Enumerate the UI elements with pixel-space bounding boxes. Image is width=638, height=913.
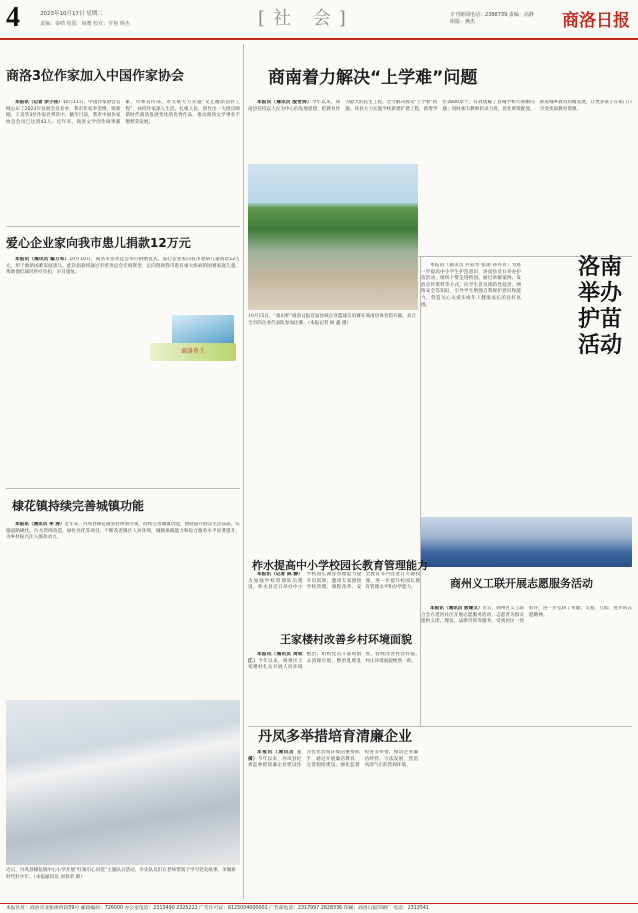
article-town-body: 本报讯（通讯员 李 涛）近年来，丹凤县棣花镇坚持规划引领，持续完善城镇功能，围绕提升群众生活品质，实施道路硬化、污水管网改造、绿化亮化等项目，不断改善镇区人居环境，城镇承载能力和综合服务水平显著提升，为乡村振兴注入强劲动力。	[6, 522, 240, 541]
article-principals-body: 本报讯（记者 陈 静）为加强学校管理队伍建设，柞水县近日举办中小学校园长教育管理能力提升培训班，邀请专家围绕学校管理、课程改革、安全教育等内容进行专题授课，进一步提升校园长教育管理水平和办学能力。	[248, 572, 420, 591]
headline-writers: 商洛3位作家加入中国作家协会	[6, 69, 185, 84]
team-photo	[421, 517, 632, 567]
section-title: [社 会]	[258, 8, 354, 29]
headline-principals: 柞水提高中小学校园长教育管理能力	[252, 559, 428, 572]
article-guard-body: 本报讯（通讯员 乔彩琴 张翊 孙丹青）为进一步提高中小学生护苗意识，洛南县近日举办护苗活动，组织干警走进校园，通过讲解案例、发放宣传资料等方式，向学生普及预防性侵害、网络安全等知识，引导学生增强自我保护意识和能力，营造关心关爱未成年人健康成长的良好氛围。	[421, 263, 521, 308]
basketball-photo	[248, 164, 418, 310]
headline-village: 王家楼村改善乡村环境面貌	[280, 633, 412, 646]
photo-credit: （本报通讯员 刘春荣 摄）	[33, 874, 85, 880]
footer: 本报社址：商洛市北新街西段59号 邮政编码：726000 办公室电话：2313490 2325222 广告许可证：6125004000002 广告部电话：2317997 2828336 印刷：商洛日报印刷厂 电话：2312541	[0, 903, 638, 913]
class-photo-caption: 近日，丹凤县棣花镇中心小学开展“红领巾心向党”主题队日活动，少先队员们在老师带领下学习党史故事，争做新时代好少年。（本报通讯员 刘春荣 摄）	[6, 868, 236, 880]
headline-clean-enterprise: 丹凤多举措培育清廉企业	[258, 729, 412, 745]
date-line: 2023年10月17日 星期二	[40, 11, 103, 17]
masthead	[0, 0, 638, 40]
section-divider	[248, 726, 632, 727]
article-byline: 本报讯（通讯员 王 倩）	[248, 750, 302, 762]
article-volunteer-body: 本报讯（通讯员 彭建文）近日，商州区义工联合会在延河社区开展志愿服务活动，志愿者为群众提供义诊、理发、法律咨询等服务，受到居民一致好评，进一步弘扬了奉献、友爱、互助、进步的志愿精神。	[421, 606, 632, 625]
vertical-headline: 洛南举办护苗活动	[577, 255, 622, 358]
article-byline: 本报讯（通讯员 周钦江）	[248, 652, 303, 664]
article-donation-body: 本报讯（通讯员 鄢万军）10月10日，商洛市慈善总会举行捐赠仪式，爱心企业家向我市患病儿童捐款12万元，用于救助困难家庭患儿。此次捐款将通过市慈善总会专项资金，定向资助我市患有重大疾病的困难家庭儿童，帮助他们减轻医疗负担，早日康复。	[6, 257, 240, 276]
main-photo-caption: 10月15日，“桑田杯”商洛日报首届县域企业篮球友谊赛在商南县体育馆开幕，来自全市的企业代表队参加比赛。（本报记者 杨 鑫 摄）	[248, 314, 416, 326]
newspaper-logo: 商洛日报	[562, 11, 630, 31]
headline-donation: 爱心企业家向我市患儿捐款12万元	[6, 236, 191, 250]
classroom-photo	[6, 700, 240, 865]
article-byline: 本报讯（通讯员 李 涛）	[15, 522, 65, 527]
article-byline: 本报讯（通讯员 鄢万军）	[15, 257, 70, 262]
article-writers-body: 本报讯（记者 余子扬）10月11日，中国作家协会官网公布了2023年发展会员名单，我市作家李金博、梁新刚、王昊华3位作家名列其中。截至目前，我市中国作家协会会员已达到42人。近年来，商洛文学创作硕果累累，市委宣传部、市文联大力实施“文艺精品创作工程”，扶持作家深入生活、扎根人民，创作出一大批反映新时代商洛发展变化的优秀作品，推动商洛文学事业不断繁荣发展。	[6, 100, 240, 125]
headline-shangnan: 商南着力解决“上学难”问题	[268, 68, 478, 88]
editors-line: 责编：秦晴 组版：杨鹰 校对：罗艳 颜杰	[40, 21, 130, 27]
photo-credit: （本报记者 杨 鑫 摄）	[307, 320, 352, 326]
article-byline: 本报讯（记者 余子扬）	[15, 100, 63, 105]
hotline: 专刊新闻电话：2388739 责编：高静 组版：燕杰	[450, 12, 534, 25]
article-clean-body: 本报讯（通讯员 王 倩）今年以来，丹凤县纪委监委把清廉企业建设作为优化营商环境的重要抓手，通过开展廉洁教育、完善制度建设、强化监督检查等举措，推动企业廉洁经营、守法发展，营造风清气正的营商环境。	[248, 750, 418, 769]
section-divider	[6, 226, 240, 227]
article-byline: 本报讯（通讯员 殷世剑）	[257, 100, 312, 105]
headline-volunteer: 商州义工联开展志愿服务活动	[450, 577, 593, 590]
article-village-body: 本报讯（通讯员 周钦江）今年以来，商州区王家楼村扎实开展人居环境整治，组织党员干部和群众清理垃圾、整治乱堆乱放，持续改善村容村貌，村庄环境面貌焕然一新。	[248, 652, 420, 671]
article-byline: 本报讯（通讯员 彭建文）	[430, 606, 483, 611]
article-shangnan-body: 本报讯（通讯员 殷世剑）今年以来，商南县坚持以人民为中心的发展思想，把教育作为最大的民生工程，全力解决群众“上学难”问题。该县大力实施学校新建扩建工程，新增学位2600余个，有效缓解了县城学校大班额问题；同时加大教师招录力度，优化师资配置，推进城乡教育均衡发展，让更多孩子在家门口享受优质教育资源。	[248, 100, 632, 112]
article-byline: 本报讯（记者 陈 静）	[257, 572, 303, 577]
deco-banner: 商洛乡土	[150, 343, 236, 361]
masthead-rule	[0, 38, 638, 40]
section-divider	[6, 488, 240, 489]
page-number: 4	[6, 2, 20, 33]
headline-town: 棣花镇持续完善城镇功能	[12, 499, 145, 513]
column-divider	[243, 44, 244, 899]
